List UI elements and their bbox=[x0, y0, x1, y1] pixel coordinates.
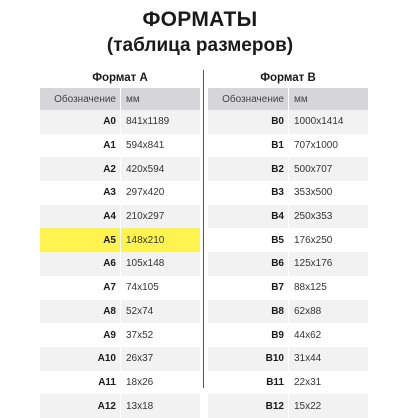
table-heading: Формат А bbox=[92, 72, 148, 84]
column-header-code: Обозначение bbox=[54, 93, 116, 105]
format-code: A8 bbox=[103, 305, 116, 317]
table-row bbox=[208, 205, 368, 229]
format-code: A12 bbox=[97, 400, 116, 412]
format-code: A9 bbox=[103, 329, 116, 341]
format-code: B1 bbox=[271, 140, 284, 152]
format-size-mm: 62x88 bbox=[288, 300, 368, 324]
format-code: B12 bbox=[265, 400, 284, 412]
format-size-mm: 44x62 bbox=[288, 323, 368, 347]
format-size-mm: 707x1000 bbox=[288, 134, 368, 158]
table-row bbox=[208, 110, 368, 134]
table-header-row bbox=[40, 88, 200, 110]
table-body bbox=[208, 110, 368, 418]
format-size-mm: 594x841 bbox=[120, 134, 200, 158]
table-heading: Формат В bbox=[260, 72, 316, 84]
table-row bbox=[208, 134, 368, 158]
column-divider bbox=[203, 70, 204, 388]
format-size-mm: 37x52 bbox=[120, 323, 200, 347]
format-size-mm: 15x22 bbox=[288, 394, 368, 418]
format-size-mm: 500x707 bbox=[288, 157, 368, 181]
table-row bbox=[40, 205, 200, 229]
page-subtitle: (таблица размеров) bbox=[106, 35, 294, 56]
format-b-table bbox=[208, 70, 368, 418]
column-header-mm: мм bbox=[288, 88, 368, 110]
format-size-mm: 26x37 bbox=[120, 347, 200, 371]
format-code: B6 bbox=[271, 258, 284, 270]
table-row bbox=[40, 110, 200, 134]
format-size-mm: 125x176 bbox=[288, 252, 368, 276]
format-size-mm: 105x148 bbox=[120, 252, 200, 276]
format-a-table bbox=[40, 70, 200, 418]
format-size-mm: 841x1189 bbox=[120, 110, 200, 134]
format-size-mm: 353x500 bbox=[288, 181, 368, 205]
format-code: A6 bbox=[103, 258, 116, 270]
format-code: B10 bbox=[265, 353, 284, 365]
format-size-mm: 31x44 bbox=[288, 347, 368, 371]
table-row bbox=[208, 276, 368, 300]
table-row bbox=[40, 394, 200, 418]
table-row bbox=[208, 300, 368, 324]
table-row bbox=[40, 134, 200, 158]
table-row bbox=[40, 228, 200, 252]
format-size-mm: 74x105 bbox=[120, 276, 200, 300]
table-row bbox=[40, 371, 200, 395]
format-code: A1 bbox=[103, 140, 116, 152]
format-code: B0 bbox=[271, 116, 284, 128]
table-row bbox=[40, 347, 200, 371]
format-code: A0 bbox=[103, 116, 116, 128]
table-row bbox=[40, 252, 200, 276]
table-row bbox=[208, 371, 368, 395]
format-code: B8 bbox=[271, 305, 284, 317]
table-row bbox=[208, 323, 368, 347]
format-code: B5 bbox=[271, 234, 284, 246]
format-code: B11 bbox=[266, 376, 284, 388]
format-size-mm: 297x420 bbox=[120, 181, 200, 205]
format-code: A5 bbox=[103, 234, 116, 246]
table-row bbox=[208, 181, 368, 205]
format-size-mm: 52x74 bbox=[120, 300, 200, 324]
format-code: A7 bbox=[103, 282, 116, 294]
format-size-mm: 176x250 bbox=[288, 228, 368, 252]
format-size-mm: 1000x1414 bbox=[288, 110, 368, 134]
format-code: B7 bbox=[271, 282, 284, 294]
table-row bbox=[40, 181, 200, 205]
format-size-mm: 148x210 bbox=[120, 228, 200, 252]
format-size-mm: 250x353 bbox=[288, 205, 368, 229]
format-size-mm: 22x31 bbox=[288, 371, 368, 395]
page-title: ФОРМАТЫ bbox=[142, 8, 258, 31]
table-row bbox=[40, 300, 200, 324]
format-size-mm: 420x594 bbox=[120, 157, 200, 181]
format-size-mm: 18x26 bbox=[120, 371, 200, 395]
table-row bbox=[40, 157, 200, 181]
table-header-row bbox=[208, 88, 368, 110]
format-code: A3 bbox=[103, 187, 116, 199]
table-row bbox=[208, 157, 368, 181]
format-code: B3 bbox=[271, 187, 284, 199]
format-size-mm: 13x18 bbox=[120, 394, 200, 418]
table-body bbox=[40, 110, 200, 418]
format-code: A4 bbox=[103, 211, 116, 223]
table-row bbox=[208, 252, 368, 276]
table-row bbox=[208, 347, 368, 371]
table-row bbox=[40, 323, 200, 347]
table-row bbox=[40, 276, 200, 300]
format-size-mm: 210x297 bbox=[120, 205, 200, 229]
format-code: A11 bbox=[98, 376, 116, 388]
column-header-code: Обозначение bbox=[222, 93, 284, 105]
table-row bbox=[208, 394, 368, 418]
format-code: B9 bbox=[271, 329, 284, 341]
format-code: A2 bbox=[103, 163, 116, 175]
format-code: B2 bbox=[271, 163, 284, 175]
format-code: A10 bbox=[97, 353, 116, 365]
table-row bbox=[208, 228, 368, 252]
column-header-mm: мм bbox=[120, 88, 200, 110]
format-code: B4 bbox=[271, 211, 284, 223]
format-size-mm: 88x125 bbox=[288, 276, 368, 300]
